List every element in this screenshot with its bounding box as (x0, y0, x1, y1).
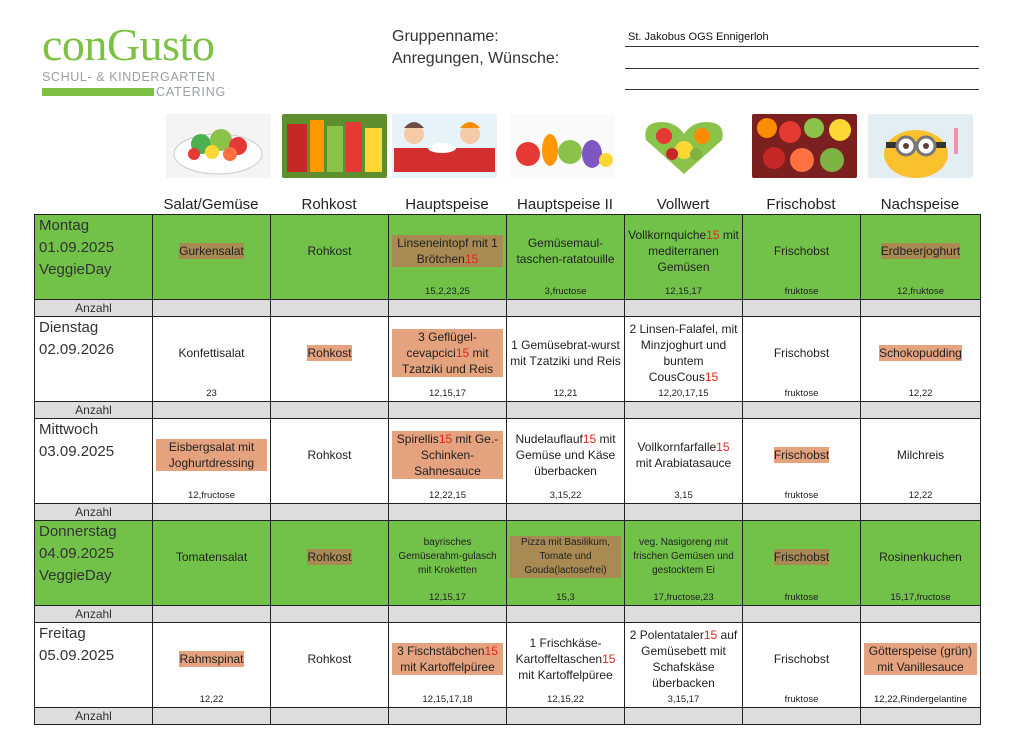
menu-cell (507, 623, 625, 708)
group-name-label: Gruppenname: (392, 28, 499, 45)
menu-cell (389, 623, 507, 708)
kids-eating-cartoon-image (392, 114, 497, 178)
dish-text: Rohkost (307, 345, 352, 360)
anzahl-input-cell[interactable] (861, 708, 981, 725)
date: 01.09.2025 (39, 239, 115, 256)
day-row (35, 419, 981, 504)
dish-text-continued: auf Gemüsebett mit Schafskäse überbacken (641, 627, 738, 690)
dish-text-continued: mit Ge.-Schinken-Sahnesauce (414, 431, 499, 478)
allergen-codes: fruktose (784, 286, 819, 297)
dish-name (879, 549, 962, 565)
allergen-codes (153, 592, 270, 605)
anzahl-row (35, 402, 981, 419)
weekday: Freitag (39, 625, 86, 642)
menu-cell (507, 419, 625, 504)
dish-name (774, 243, 829, 259)
vegetable-characters-image (510, 114, 615, 178)
allergen-codes: 3,fructose (544, 286, 587, 297)
allergen-codes (271, 286, 388, 299)
anzahl-input-cell[interactable] (271, 606, 389, 623)
allergen-codes: 12,15,17 (665, 286, 702, 297)
allergen-codes (271, 694, 388, 707)
anzahl-label: Anzahl (35, 300, 153, 317)
anzahl-input-cell[interactable] (625, 402, 743, 419)
day-row (35, 623, 981, 708)
column-header-hauptspeise: Hauptspeise (405, 196, 489, 213)
allergen-codes: 12,15,17 (429, 592, 466, 603)
menu-cell (153, 623, 271, 708)
dish-text-continued: mit Gemüse und Käse überbacken (515, 431, 616, 478)
allergen-codes: 12,15,22 (547, 694, 584, 705)
menu-cell (153, 317, 271, 402)
menu-cell (625, 521, 743, 606)
dish-text: 1 Gemüsebrat-wurst mit Tzatziki und Reis (510, 337, 621, 368)
column-header-nachspeise: Nachspeise (880, 196, 960, 213)
day-row (35, 317, 981, 402)
dish-text: Frischobst (773, 243, 830, 258)
wishes-line-1[interactable] (625, 68, 979, 69)
anzahl-input-cell[interactable] (271, 300, 389, 317)
dish-text: Schokopudding (879, 345, 962, 360)
anzahl-input-cell[interactable] (625, 708, 743, 725)
dish-name (628, 627, 739, 691)
weekday: Dienstag (39, 319, 99, 336)
anzahl-input-cell[interactable] (743, 504, 861, 521)
anzahl-input-cell[interactable] (389, 504, 507, 521)
menu-cell (743, 215, 861, 300)
anzahl-input-cell[interactable] (743, 708, 861, 725)
weekly-menu-table (34, 214, 981, 725)
allergen-codes: 12,fruktose (897, 286, 944, 297)
brand-logo-subtitle: SCHUL- & KINDERGARTEN (42, 70, 216, 84)
dish-text-continued: mit Arabiatasauce (635, 455, 732, 470)
dish-name (307, 651, 351, 667)
allergen-codes: 15,3 (556, 592, 575, 603)
allergen-codes: 12,20,17,15 (658, 388, 709, 399)
fruit-heart-image (632, 114, 737, 178)
allergen-codes: fruktose (784, 388, 819, 399)
dish-name (179, 243, 244, 259)
menu-cell (271, 215, 389, 300)
dish-text: Frischobst (773, 345, 830, 360)
dish-name (179, 651, 243, 667)
allergen-codes: 12,15,17 (429, 388, 466, 399)
allergen-codes: fruktose (784, 694, 819, 705)
dish-text: Gemüsemaul-taschen-ratatouille (516, 235, 615, 266)
dish-name (392, 235, 503, 267)
dish-name (628, 536, 739, 578)
allergen-number: 15 (438, 431, 453, 446)
allergen-codes (271, 490, 388, 503)
anzahl-input-cell[interactable] (861, 504, 981, 521)
dish-text: Eisbergsalat mit Joghurtdressing (168, 439, 255, 470)
dish-name (392, 536, 503, 578)
anzahl-input-cell[interactable] (153, 402, 271, 419)
menu-cell (389, 419, 507, 504)
dish-text: Frischobst (773, 447, 830, 462)
day-label-cell (35, 317, 153, 402)
menu-cell (743, 419, 861, 504)
menu-cell (625, 215, 743, 300)
menu-cell (507, 317, 625, 402)
menu-cell (625, 623, 743, 708)
anzahl-input-cell[interactable] (861, 402, 981, 419)
anzahl-input-cell[interactable] (743, 402, 861, 419)
menu-cell (743, 317, 861, 402)
allergen-codes: 12,22 (908, 388, 933, 399)
dish-name (510, 235, 621, 267)
dish-text: 3 Fischstäbchen (397, 643, 485, 658)
anzahl-input-cell[interactable] (271, 402, 389, 419)
allergen-codes: fruktose (784, 592, 819, 603)
menu-cell (271, 521, 389, 606)
dish-text: Rohkost (307, 651, 352, 666)
anzahl-input-cell[interactable] (271, 504, 389, 521)
menu-cell (271, 317, 389, 402)
allergen-number: 15 (582, 431, 597, 446)
menu-cell (625, 317, 743, 402)
allergen-codes: 3,15,22 (549, 490, 582, 501)
dish-name (628, 227, 739, 275)
column-header-rohkost: Rohkost (301, 196, 357, 213)
allergen-codes: 12,15,17,18 (422, 694, 473, 705)
dish-name (392, 431, 503, 479)
dish-name (510, 635, 621, 683)
anzahl-input-cell[interactable] (861, 606, 981, 623)
day-label-cell (35, 419, 153, 504)
anzahl-input-cell[interactable] (507, 402, 625, 419)
dish-text: Spirellis (396, 431, 439, 446)
dish-name (628, 439, 739, 471)
allergen-codes: 3,15,17 (667, 694, 700, 705)
date: 04.09.2025 (39, 545, 115, 562)
menu-cell (153, 521, 271, 606)
anzahl-label: Anzahl (35, 402, 153, 419)
dish-text: Rohkost (307, 447, 352, 462)
dish-text: Pizza mit Basilikum, Tomate und Gouda(lactosefrei) (521, 536, 610, 576)
dish-name (307, 549, 351, 565)
dish-name (879, 345, 962, 361)
allergen-codes: 3,15 (674, 490, 693, 501)
veggie-day-tag: VeggieDay (39, 567, 112, 584)
dish-text: 3 Geflügel-cevapcici (406, 329, 477, 360)
dish-text: Frischobst (773, 549, 830, 564)
dish-text: 2 Polentataler (629, 627, 704, 642)
dish-text: veg. Nasigoreng mit frischen Gemüsen und gestocktem Ei (633, 536, 734, 576)
anzahl-input-cell[interactable] (507, 504, 625, 521)
menu-cell (389, 215, 507, 300)
dish-name (392, 643, 503, 675)
brand-logo-bar (42, 88, 154, 96)
dish-text: 1 Frischkäse-Kartoffeltaschen (515, 635, 603, 666)
dish-text: Rosinenkuchen (879, 549, 962, 564)
menu-cell (389, 521, 507, 606)
dish-text: 2 Linsen-Falafel, mit Minzjoghurt und buntem CousCous (629, 321, 738, 384)
day-label-cell (35, 623, 153, 708)
dish-text: Linseneintopf mit 1 Brötchen (397, 235, 498, 266)
anzahl-input-cell[interactable] (389, 300, 507, 317)
menu-cell (861, 521, 981, 606)
anzahl-input-cell[interactable] (625, 504, 743, 521)
anzahl-input-cell[interactable] (743, 300, 861, 317)
allergen-codes: 23 (206, 388, 217, 399)
menu-cell (507, 521, 625, 606)
anzahl-label: Anzahl (35, 606, 153, 623)
dish-text: Vollkornquiche (628, 227, 707, 242)
allergen-codes: fruktose (784, 490, 819, 501)
anzahl-input-cell[interactable] (153, 300, 271, 317)
dish-name (628, 321, 739, 385)
dish-text-continued: mit Kartoffelpüree (518, 667, 613, 682)
minion-cake-image (868, 114, 973, 178)
group-name-line (625, 46, 979, 47)
anzahl-input-cell[interactable] (271, 708, 389, 725)
dish-text: Nudelauflauf (515, 431, 583, 446)
menu-cell (153, 419, 271, 504)
anzahl-input-cell[interactable] (507, 300, 625, 317)
menu-cell (271, 419, 389, 504)
dish-text: Milchreis (896, 447, 945, 462)
allergen-codes: 12,fructose (188, 490, 235, 501)
dish-text: Vollkornfarfalle (637, 439, 717, 454)
dish-text: Götterspeise (grün) mit Vanillesauce (868, 643, 973, 674)
dish-text: Erdbeerjoghurt (880, 243, 961, 258)
dish-name (510, 431, 621, 479)
menu-cell (507, 215, 625, 300)
veggie-day-tag: VeggieDay (39, 261, 112, 278)
date: 03.09.2025 (39, 443, 115, 460)
allergen-codes: 12,22 (199, 694, 224, 705)
anzahl-row (35, 300, 981, 317)
menu-cell (153, 215, 271, 300)
dish-text: Rohkost (307, 243, 352, 258)
dish-name (774, 345, 829, 361)
vegetable-sticks-image (282, 114, 387, 178)
day-label-cell (35, 215, 153, 300)
anzahl-input-cell[interactable] (625, 606, 743, 623)
allergen-number: 15 (464, 251, 479, 266)
allergen-codes: 15,17,fructose (890, 592, 951, 603)
anzahl-label: Anzahl (35, 504, 153, 521)
allergen-codes (271, 388, 388, 401)
anzahl-label: Anzahl (35, 708, 153, 725)
allergen-number: 15 (703, 627, 718, 642)
weekday: Montag (39, 217, 90, 234)
allergen-number: 15 (484, 643, 498, 658)
dish-text-continued: mit Kartoffelpüree (400, 659, 495, 674)
wishes-label: Anregungen, Wünsche: (392, 50, 560, 67)
allergen-codes: 12,22,Rindergelantine (874, 694, 967, 705)
allergen-number: 15 (706, 227, 720, 242)
allergen-codes: 17,fructose,23 (653, 592, 714, 603)
anzahl-input-cell[interactable] (507, 606, 625, 623)
dish-name (307, 447, 351, 463)
dish-name (774, 651, 829, 667)
dish-text: Tomatensalat (175, 549, 248, 564)
allergen-codes (271, 592, 388, 605)
dish-name (178, 345, 244, 361)
dish-name (307, 345, 351, 361)
date: 02.09.2026 (39, 341, 115, 358)
allergen-codes: 12,21 (553, 388, 578, 399)
anzahl-input-cell[interactable] (743, 606, 861, 623)
dish-name (864, 643, 977, 675)
allergen-number: 15 (602, 651, 616, 666)
menu-cell (389, 317, 507, 402)
column-header-salat: Salat/Gemüse (163, 196, 259, 213)
weekday: Donnerstag (39, 523, 117, 540)
menu-cell (861, 419, 981, 504)
column-header-frischobst: Frischobst (766, 196, 836, 213)
allergen-number: 15 (455, 345, 470, 360)
day-label-cell (35, 521, 153, 606)
day-row (35, 521, 981, 606)
anzahl-input-cell[interactable] (389, 402, 507, 419)
date: 05.09.2025 (39, 647, 115, 664)
dish-name (774, 447, 829, 463)
allergen-codes: 15,2,23,25 (425, 286, 470, 297)
menu-cell (861, 317, 981, 402)
menu-cell (861, 623, 981, 708)
dish-name (176, 549, 247, 565)
allergen-number: 15 (716, 439, 730, 454)
anzahl-input-cell[interactable] (153, 708, 271, 725)
anzahl-row (35, 504, 981, 521)
allergen-codes: 12,22,15 (429, 490, 466, 501)
weekday: Mittwoch (39, 421, 99, 438)
anzahl-input-cell[interactable] (153, 606, 271, 623)
salad-bowl-image (166, 114, 271, 178)
anzahl-input-cell[interactable] (389, 606, 507, 623)
menu-cell (743, 623, 861, 708)
menu-cell (625, 419, 743, 504)
dish-text: Rohkost (307, 549, 352, 564)
fruit-assortment-image (752, 114, 857, 178)
dish-name (510, 536, 621, 578)
day-row (35, 215, 981, 300)
allergen-codes: 12,22 (908, 490, 933, 501)
group-name-value[interactable]: St. Jakobus OGS Ennigerloh (628, 31, 769, 43)
allergen-codes (153, 286, 270, 299)
dish-text: Frischobst (773, 651, 830, 666)
anzahl-row (35, 708, 981, 725)
dish-name (881, 243, 960, 259)
dish-name (897, 447, 944, 463)
column-header-hauptspeise-2: Hauptspeise II (517, 196, 613, 213)
dish-name (774, 549, 829, 565)
dish-name (392, 329, 503, 377)
dish-name (510, 337, 621, 369)
anzahl-row (35, 606, 981, 623)
anzahl-input-cell[interactable] (389, 708, 507, 725)
menu-cell (861, 215, 981, 300)
dish-text: Konfettisalat (178, 345, 245, 360)
dish-text: bayrisches Gemüserahm-gulasch mit Kroketten (398, 536, 497, 576)
wishes-line-2[interactable] (625, 89, 979, 90)
menu-cell (271, 623, 389, 708)
menu-cell (743, 521, 861, 606)
anzahl-input-cell[interactable] (625, 300, 743, 317)
dish-text-continued: mit Tzatziki und Reis (401, 345, 494, 376)
dish-name (307, 243, 351, 259)
dish-text: Rahmspinat (179, 651, 244, 666)
brand-logo-catering: CATERING (156, 85, 227, 99)
dish-text-continued: mit mediterranen Gemüsen (648, 227, 739, 274)
dish-name (156, 439, 267, 471)
brand-logo-wordmark: conGusto (42, 19, 215, 70)
anzahl-input-cell[interactable] (507, 708, 625, 725)
anzahl-input-cell[interactable] (861, 300, 981, 317)
allergen-number: 15 (704, 369, 719, 384)
column-header-vollwert: Vollwert (656, 196, 710, 213)
anzahl-input-cell[interactable] (153, 504, 271, 521)
dish-text: Gurkensalat (179, 243, 244, 258)
